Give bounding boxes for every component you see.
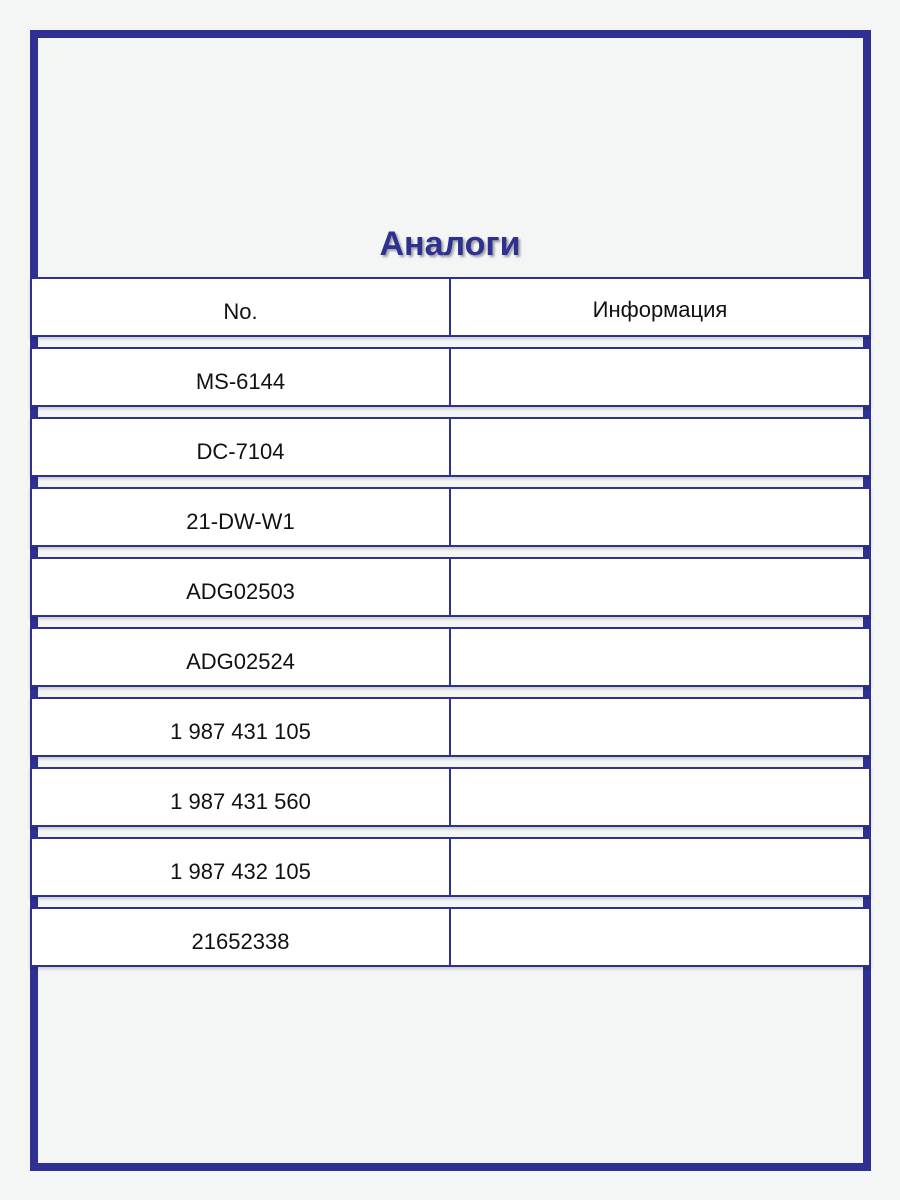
row-number-cell: ADG02524 — [30, 627, 451, 687]
table-row — [30, 627, 871, 687]
row-info-cell — [451, 347, 871, 407]
column-header-info: Информация — [451, 277, 871, 337]
table-row — [30, 487, 871, 547]
row-number-cell: 21652338 — [30, 907, 451, 967]
row-info-cell — [451, 557, 871, 617]
row-info-cell — [451, 627, 871, 687]
row-info-cell — [451, 417, 871, 477]
table-row — [30, 767, 871, 827]
row-number-cell: MS-6144 — [30, 347, 451, 407]
table-row — [30, 697, 871, 757]
row-number-cell: ADG02503 — [30, 557, 451, 617]
row-info-cell — [451, 837, 871, 897]
row-info-cell — [451, 697, 871, 757]
table-row — [30, 347, 871, 407]
column-header-no: No. — [30, 277, 451, 337]
row-number-cell: 1 987 431 560 — [30, 767, 451, 827]
row-info-cell — [451, 767, 871, 827]
table-row — [30, 837, 871, 897]
row-number-cell: 1 987 431 105 — [30, 697, 451, 757]
table-row — [30, 417, 871, 477]
page-title: Аналоги — [379, 225, 521, 263]
row-info-cell — [451, 487, 871, 547]
row-number-cell: 21-DW-W1 — [30, 487, 451, 547]
row-number-cell: DC-7104 — [30, 417, 451, 477]
row-number-cell: 1 987 432 105 — [30, 837, 451, 897]
row-info-cell — [451, 907, 871, 967]
table-header-row — [30, 277, 871, 337]
table-row — [30, 907, 871, 967]
table-row — [30, 557, 871, 617]
